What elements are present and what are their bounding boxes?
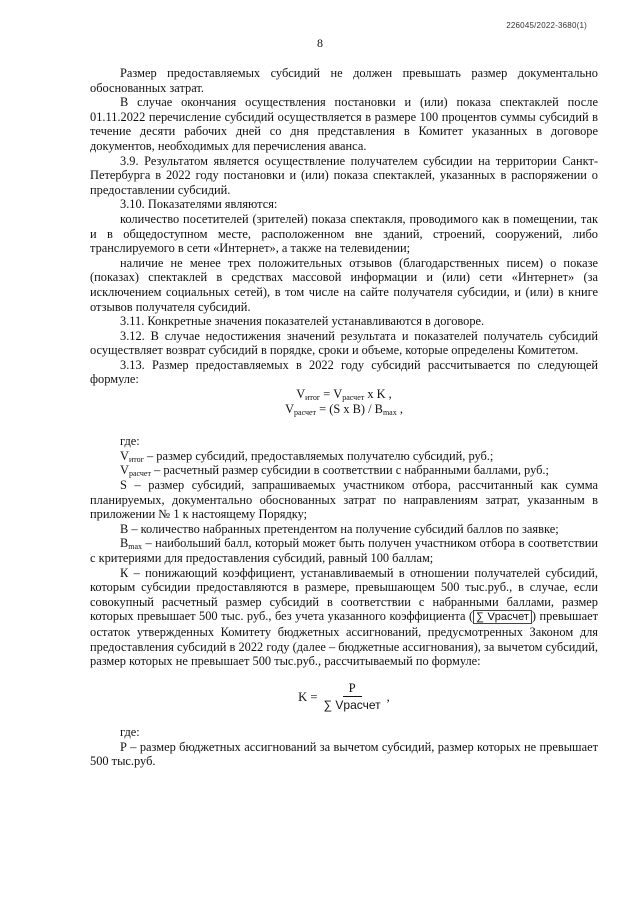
- fraction-numerator: P: [343, 681, 362, 698]
- definition-v-itog: $V_{итог}$ – размер субсидий, предоставляемых получателю субсидий, руб.;: [120, 448, 494, 464]
- paragraph: В случае окончания осуществления постановки и (или) показа спектаклей после 01.11.2022 перечисление субсидий осуществляется в размере 100 процентов суммы субсидий в течение десяти рабочих дней со дня представления в Комитет указанных в договоре документов, необходимых для перечисления аванса.: [90, 95, 598, 153]
- fraction: [324, 681, 381, 713]
- paragraph: 3.9. Результатом является осуществление получателем субсидии на территории Санкт-Петербурга в 2022 году постановки и (или) показа спектаклей, указанных в распоряжении о предоставлении субсидий.: [90, 153, 598, 197]
- definition-s: S – размер субсидий, запрашиваемых участником отбора, рассчитанный как сумма планируемых, документально обоснованных затрат по направлениям затрат, указанным в приложении № 1 к настоящему Порядку;: [90, 478, 598, 522]
- formula-k-tail: ,: [386, 689, 390, 704]
- definition-bmax: $B_{max}$ – наибольший балл, который может быть получен участником отбора в соответствии с критериями для предоставления субсидий, равный 100 баллам;: [90, 536, 598, 565]
- definition-b: В – количество набранных претендентом на получение субсидий баллов по заявке;: [120, 521, 559, 536]
- document-body: [90, 66, 598, 769]
- formula-k: [90, 681, 598, 713]
- definition-k: К – понижающий коэффициент, устанавливаемый в отношении получателей субсидий, которым субсидии предоставляются в размере, превышающем 500 тыс.руб., в случае, если совокупный расчетный размер субсидий в соответствии с набранными баллами, размер которых превышает 500 тыс. руб., без учета указанного коэффициента ( ∑ Vрасчет ) превышает остаток утвержденных Комитету бюджетных ассигнований, предусмотренных Законом для предоставления субсидий в 2022 году (далее – бюджетные ассигнования), за вычетом субсидий, размер которых не превышает 500 тыс.руб., рассчитываемый по формуле:: [90, 565, 598, 669]
- formula-k-lhs: K =: [298, 689, 318, 704]
- definition-v-raschet: $V_{расчет}$ – расчетный размер субсидии в соответствии с набранными баллами, руб.;: [120, 463, 549, 479]
- fraction-denominator: ∑ Vрасчет: [323, 698, 381, 713]
- paragraph: 3.12. В случае недостижения значений результата и показателей получатель субсидий осуществляет возврат субсидий в порядке, сроки и объеме, которые определены Комитетом.: [90, 328, 598, 358]
- paragraph: 3.13. Размер предоставляемых в 2022 году субсидий рассчитывается по следующей формуле:: [90, 357, 598, 387]
- paragraph: количество посетителей (зрителей) показа спектакля, проводимого как в помещении, так и в общедоступном месте, расположенном вне зданий, строений, сооружений, либо транслируемого в сети «Интернет», а также на телевидении;: [90, 211, 598, 256]
- paragraph: Размер предоставляемых субсидий не должен превышать размер документально обоснованных затрат.: [90, 66, 598, 95]
- paragraph: наличие не менее трех положительных отзывов (благодарственных писем) о показе (показах) спектаклей в средствах массовой информации и (или) сети «Интернет» (за исключением социальных сетей), в том числе на сайте получателя субсидии, и (или) в книге отзывов получателя субсидий.: [90, 255, 598, 314]
- page-number: 8: [317, 36, 323, 50]
- formula-v-raschet: $V_{расчет} = (S$ х $B) / B_{max}$ ,: [285, 401, 403, 417]
- definition-p: Р – размер бюджетных ассигнований за вычетом субсидий, размер которых не превышает 500 тыс.руб.: [90, 739, 598, 769]
- where-label: где:: [120, 434, 140, 449]
- where-label-2: где:: [120, 724, 140, 739]
- formula-v-itog: $V_{итог} = V_{расчет}$ х K ,: [296, 387, 392, 403]
- sum-v-raschet-box: ∑ Vрасчет: [473, 610, 532, 624]
- paragraph: 3.11. Конкретные значения показателей устанавливаются в договоре.: [120, 314, 485, 329]
- document-number: 226045/2022-3680(1): [506, 21, 587, 30]
- paragraph: 3.10. Показателями являются:: [120, 197, 278, 212]
